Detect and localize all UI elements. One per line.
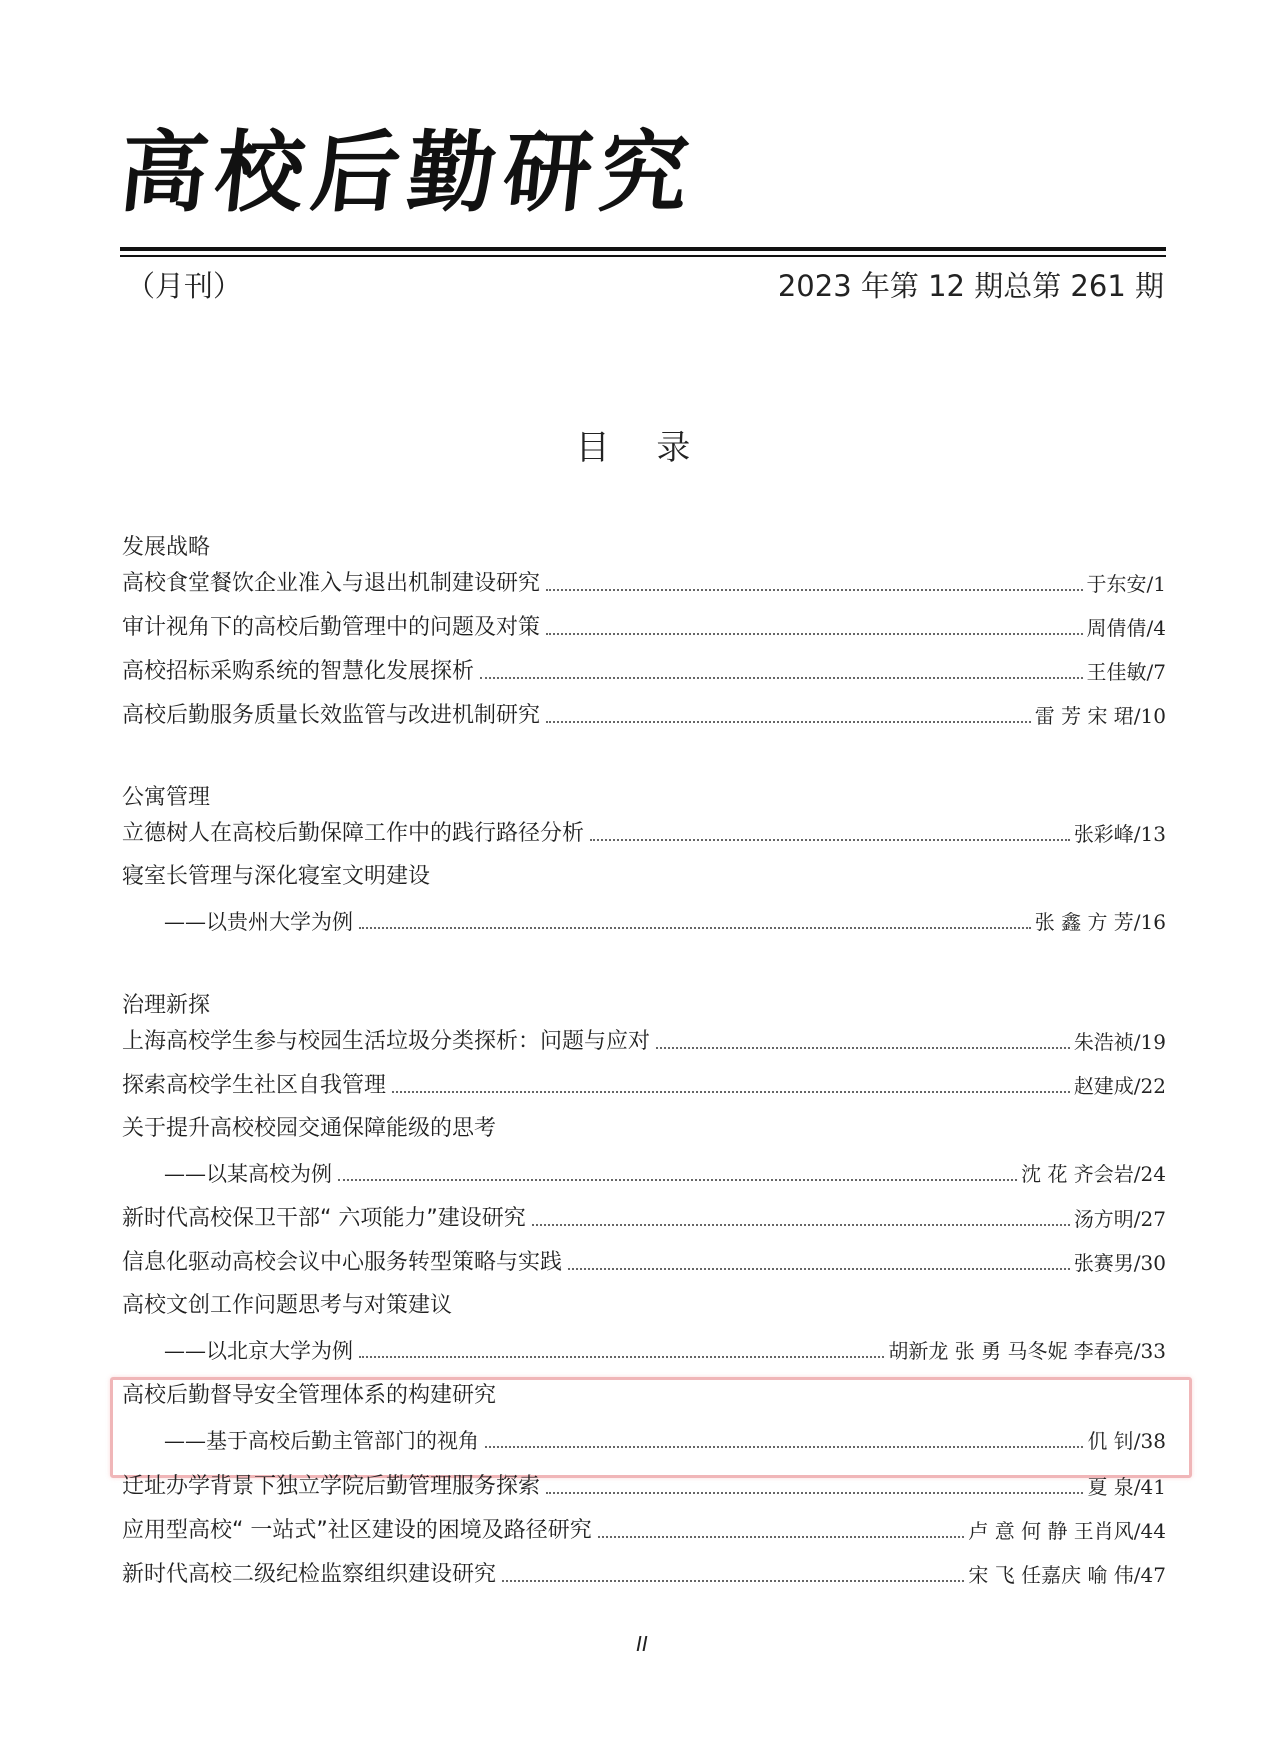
toc-entry[interactable] xyxy=(122,1023,1166,1057)
toc-entry[interactable] xyxy=(164,1422,1166,1456)
toc-entry[interactable] xyxy=(122,1244,1166,1278)
leader-dots xyxy=(546,589,1083,591)
leader-dots xyxy=(532,1224,1070,1226)
article-subtitle: ——基于高校后勤主管部门的视角 xyxy=(164,1429,479,1453)
article-title: 新时代高校保卫干部“ 六项能力”建设研究 xyxy=(122,1206,526,1231)
section-heading: 发展战略 xyxy=(122,535,211,560)
author-page: 周倩倩/4 xyxy=(1086,616,1166,640)
article-title: 立德树人在高校后勤保障工作中的践行路径分析 xyxy=(122,821,585,846)
leader-dots xyxy=(392,1091,1070,1093)
section-heading: 治理新探 xyxy=(122,993,211,1018)
toc-title: 目 录 xyxy=(575,428,709,468)
author-page: 沈 花 齐会岩/24 xyxy=(1021,1162,1166,1186)
article-title: 高校食堂餐饮企业准入与退出机制建设研究 xyxy=(122,571,541,596)
author-page: 张 鑫 方 芳/16 xyxy=(1034,910,1166,934)
leader-dots xyxy=(656,1047,1070,1049)
author-page: 张彩峰/13 xyxy=(1073,822,1166,846)
leader-dots xyxy=(546,721,1031,723)
article-title: 高校后勤服务质量长效监管与改进机制研究 xyxy=(122,703,541,728)
toc-entry[interactable] xyxy=(164,903,1166,937)
toc-entry[interactable] xyxy=(122,1200,1166,1234)
journal-masthead: 高校后勤研究 xyxy=(114,120,702,224)
leader-dots xyxy=(590,839,1070,841)
leader-dots xyxy=(546,1492,1083,1494)
article-title: 应用型高校“ 一站式”社区建设的困境及路径研究 xyxy=(122,1518,592,1543)
article-title[interactable]: 高校文创工作问题思考与对策建议 xyxy=(122,1293,453,1318)
leader-dots xyxy=(546,633,1083,635)
toc-entry[interactable] xyxy=(122,653,1166,687)
toc-entry[interactable] xyxy=(122,609,1166,643)
leader-dots xyxy=(598,1536,965,1538)
author-page: 王佳敏/7 xyxy=(1086,660,1166,684)
toc-entry[interactable] xyxy=(164,1332,1166,1366)
author-page: 宋 飞 任嘉庆 喻 伟/47 xyxy=(968,1563,1166,1587)
article-title: 迁址办学背景下独立学院后勤管理服务探索 xyxy=(122,1474,541,1499)
toc-entry[interactable] xyxy=(122,1067,1166,1101)
article-title: 新时代高校二级纪检监察组织建设研究 xyxy=(122,1562,497,1587)
article-subtitle: ——以某高校为例 xyxy=(164,1162,332,1186)
toc-entry[interactable] xyxy=(122,565,1166,599)
toc-entry[interactable] xyxy=(164,1155,1166,1189)
article-title[interactable]: 高校后勤督导安全管理体系的构建研究 xyxy=(122,1383,497,1408)
author-page: 于东安/1 xyxy=(1086,572,1166,596)
masthead-rule-thin xyxy=(120,255,1166,257)
author-page: 赵建成/22 xyxy=(1073,1074,1166,1098)
toc-entry[interactable] xyxy=(122,815,1166,849)
toc-entry[interactable] xyxy=(122,1556,1166,1590)
article-title: 信息化驱动高校会议中心服务转型策略与实践 xyxy=(122,1250,563,1275)
article-title: 上海高校学生参与校园生活垃圾分类探析：问题与应对 xyxy=(122,1029,651,1054)
section-heading: 公寓管理 xyxy=(122,785,211,810)
author-page: 仉 钊/38 xyxy=(1087,1429,1166,1453)
article-subtitle: ——以贵州大学为例 xyxy=(164,910,353,934)
toc-entry[interactable] xyxy=(122,1512,1166,1546)
article-title: 探索高校学生社区自我管理 xyxy=(122,1073,387,1098)
masthead-rule-thick xyxy=(120,247,1166,251)
toc-entry[interactable] xyxy=(122,697,1166,731)
author-page: 雷 芳 宋 珺/10 xyxy=(1034,704,1166,728)
leader-dots xyxy=(359,1356,884,1358)
article-title[interactable]: 关于提升高校校园交通保障能级的思考 xyxy=(122,1116,497,1141)
author-page: 朱浩祯/19 xyxy=(1073,1030,1166,1054)
page-number: II xyxy=(636,1632,648,1656)
article-title[interactable]: 寝室长管理与深化寝室文明建设 xyxy=(122,864,431,889)
leader-dots xyxy=(338,1179,1017,1181)
article-title: 审计视角下的高校后勤管理中的问题及对策 xyxy=(122,615,541,640)
author-page: 胡新龙 张 勇 马冬妮 李春亮/33 xyxy=(888,1339,1166,1363)
journal-issue: 2023 年第 12 期总第 261 期 xyxy=(777,269,1164,303)
leader-dots xyxy=(568,1268,1070,1270)
author-page: 汤方明/27 xyxy=(1073,1207,1166,1231)
author-page: 夏 泉/41 xyxy=(1087,1475,1166,1499)
author-page: 卢 意 何 静 王肖风/44 xyxy=(968,1519,1166,1543)
leader-dots xyxy=(485,1446,1083,1448)
article-title: 高校招标采购系统的智慧化发展探析 xyxy=(122,659,475,684)
leader-dots xyxy=(480,677,1083,679)
toc-entry[interactable] xyxy=(122,1468,1166,1502)
article-subtitle: ——以北京大学为例 xyxy=(164,1339,353,1363)
journal-frequency: （月刊） xyxy=(126,269,243,303)
leader-dots xyxy=(502,1580,964,1582)
leader-dots xyxy=(359,927,1031,929)
author-page: 张赛男/30 xyxy=(1073,1251,1166,1275)
